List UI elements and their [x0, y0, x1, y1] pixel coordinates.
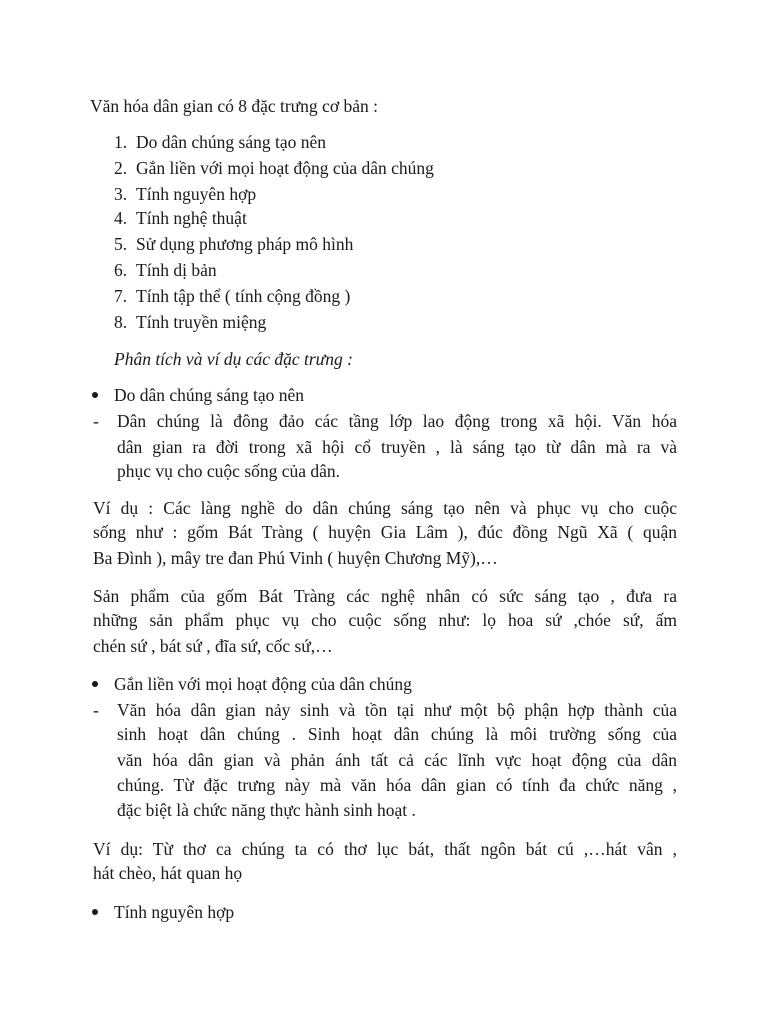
section-1-product-line: chén sứ , bát sứ , đĩa sứ, cốc sứ,…: [93, 636, 333, 656]
section-1-example-line: Ba Đình ), mây tre đan Phú Vinh ( huyện Chương Mỹ),…: [93, 548, 498, 568]
list-number: 8.: [114, 312, 128, 332]
intro-text: Văn hóa dân gian có 8 đặc trưng cơ bản :: [90, 96, 378, 116]
section-1-desc-line: phục vụ cho cuộc sống của dân.: [117, 461, 341, 481]
section-1-bullet: Do dân chúng sáng tạo nên: [114, 385, 305, 405]
dash-marker: -: [93, 700, 99, 720]
analysis-heading: Phân tích và ví dụ các đặc trưng :: [114, 349, 353, 369]
list-item: Tính tập thể ( tính cộng đồng ): [136, 286, 351, 306]
list-number: 2.: [114, 158, 128, 178]
list-number: 7.: [114, 286, 128, 306]
section-2-example-line: Ví dụ: Từ thơ ca chúng ta có thơ lục bát, thất ngôn bát cú ,…hát vân ,: [93, 839, 677, 859]
list-number: 3.: [114, 184, 128, 204]
section-1-product-line: Sản phẩm của gốm Bát Tràng các nghệ nhân có sức sáng tạo , đưa ra: [93, 586, 677, 606]
list-number: 1.: [114, 132, 128, 152]
dash-marker: -: [93, 411, 99, 431]
list-item: Tính truyền miệng: [136, 312, 267, 332]
section-1-desc-line: Dân chúng là đông đảo các tầng lớp lao động trong xã hội. Văn hóa: [117, 411, 677, 431]
section-1-product-line: những sản phẩm phục vụ cho cuộc sống như: lọ hoa sứ ,chóe sứ, ấm: [93, 610, 677, 630]
section-3-bullet: Tính nguyên hợp: [114, 902, 235, 922]
list-item: Tính nghệ thuật: [136, 208, 247, 228]
bullet-dot: [92, 681, 98, 687]
list-number: 6.: [114, 260, 128, 280]
section-2-desc-line: Văn hóa dân gian nảy sinh và tồn tại như một bộ phận hợp thành của: [117, 700, 677, 720]
section-2-bullet: Gắn liền với mọi hoạt động của dân chúng: [114, 674, 412, 694]
section-1-desc-line: dân gian ra đời trong xã hội cổ truyền , là sáng tạo từ dân mà ra và: [117, 437, 677, 457]
section-1-example-line: sống như : gốm Bát Tràng ( huyện Gia Lâm ), đúc đồng Ngũ Xã ( quận: [93, 522, 677, 542]
list-number: 5.: [114, 234, 128, 254]
section-2-desc-line: đặc biệt là chức năng thực hành sinh hoạt .: [117, 800, 416, 820]
bullet-dot: [92, 909, 98, 915]
list-item: Sử dụng phương pháp mô hình: [136, 234, 354, 254]
section-2-desc-line: chúng. Từ đặc trưng này mà văn hóa dân gian có tính đa chức năng ,: [117, 775, 677, 795]
section-2-desc-line: sinh hoạt dân chúng . Sinh hoạt dân chúng là môi trường sống của: [117, 724, 677, 744]
section-2-desc-line: văn hóa dân gian và phản ánh tất cả các lĩnh vực hoạt động của dân: [117, 750, 677, 770]
bullet-dot: [92, 392, 98, 398]
section-2-example-line: hát chèo, hát quan họ: [93, 863, 243, 883]
section-1-example-line: Ví dụ : Các làng nghề do dân chúng sáng tạo nên và phục vụ cho cuộc: [93, 498, 677, 518]
list-item: Tính dị bản: [136, 260, 217, 280]
list-item: Do dân chúng sáng tạo nên: [136, 132, 327, 152]
list-number: 4.: [114, 208, 128, 228]
list-item: Tính nguyên hợp: [136, 184, 257, 204]
list-item: Gắn liền với mọi hoạt động của dân chúng: [136, 158, 434, 178]
